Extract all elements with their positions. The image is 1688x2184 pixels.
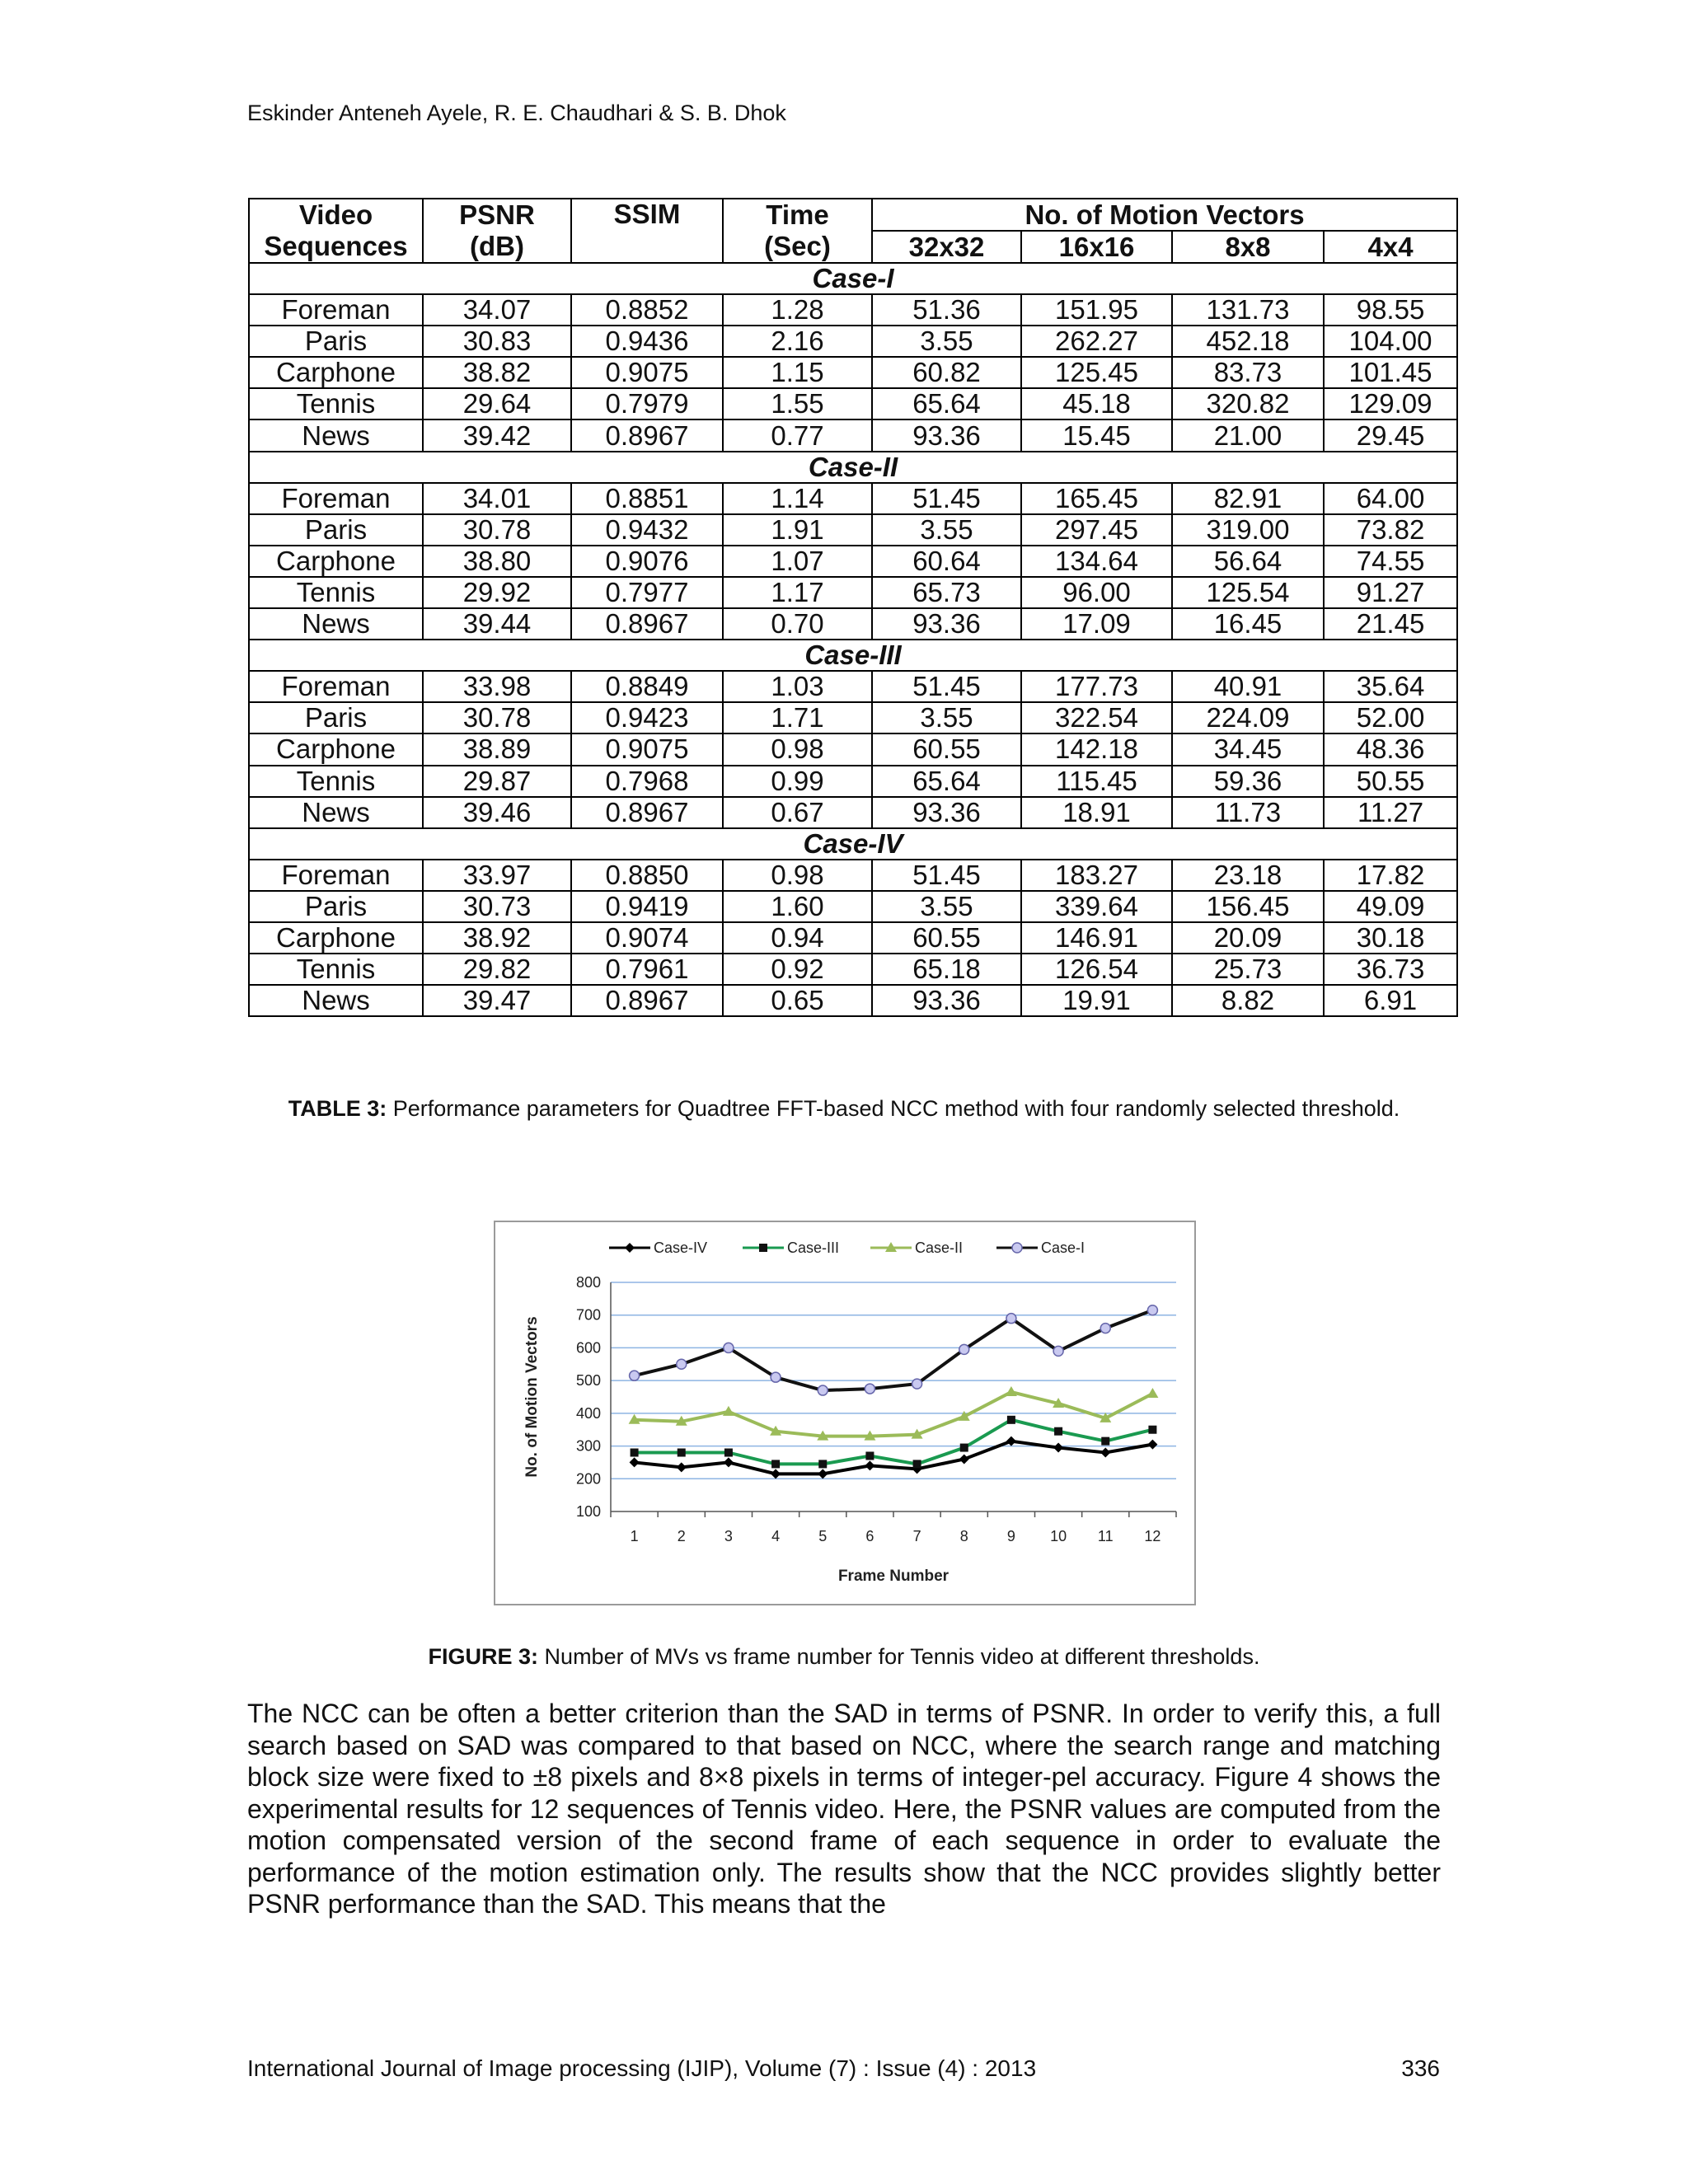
- y-tick-label: 200: [575, 1470, 601, 1488]
- x-tick-label: 2: [677, 1528, 686, 1544]
- value-cell: 30.78: [423, 514, 571, 546]
- value-cell: 104.00: [1324, 326, 1457, 357]
- table-row: [249, 326, 1457, 357]
- data-point: [771, 1372, 781, 1382]
- sequence-name-cell: Paris: [249, 702, 423, 733]
- value-cell: 0.65: [723, 985, 872, 1016]
- data-point: [865, 1451, 874, 1460]
- case-label: Case-I: [249, 263, 1457, 294]
- figure-3-chart: [494, 1221, 1196, 1605]
- value-cell: 21.00: [1172, 419, 1324, 451]
- value-cell: 101.45: [1324, 357, 1457, 388]
- value-cell: 0.9432: [571, 514, 723, 546]
- header-16x16: 16x16: [1021, 231, 1172, 263]
- value-cell: 60.64: [872, 546, 1021, 577]
- table-row: [249, 483, 1457, 514]
- value-cell: 18.91: [1021, 797, 1172, 828]
- legend-label: Case-I: [1041, 1240, 1085, 1256]
- x-tick-label: 5: [818, 1528, 828, 1544]
- legend-label: Case-II: [915, 1240, 964, 1256]
- legend-label: Case-III: [787, 1240, 840, 1256]
- value-cell: 3.55: [872, 514, 1021, 546]
- data-point: [1053, 1443, 1063, 1453]
- value-cell: 51.36: [872, 294, 1021, 326]
- value-cell: 297.45: [1021, 514, 1172, 546]
- figure-caption: [247, 1642, 1441, 1671]
- sequence-name-cell: Tennis: [249, 766, 423, 797]
- value-cell: 0.9075: [571, 733, 723, 765]
- value-cell: 126.54: [1021, 954, 1172, 985]
- value-cell: 93.36: [872, 419, 1021, 451]
- value-cell: 11.73: [1172, 797, 1324, 828]
- value-cell: 65.18: [872, 954, 1021, 985]
- legend-marker: [625, 1243, 635, 1253]
- value-cell: 1.28: [723, 294, 872, 326]
- value-cell: 452.18: [1172, 326, 1324, 357]
- figure-caption-label: FIGURE 3:: [428, 1644, 539, 1669]
- table-row: [249, 954, 1457, 985]
- value-cell: 30.73: [423, 891, 571, 922]
- value-cell: 0.7968: [571, 766, 723, 797]
- value-cell: 0.9076: [571, 546, 723, 577]
- x-tick-label: 3: [724, 1528, 733, 1544]
- value-cell: 29.92: [423, 577, 571, 608]
- value-cell: 0.98: [723, 733, 872, 765]
- sequence-name-cell: Carphone: [249, 733, 423, 765]
- x-tick-label: 6: [865, 1528, 874, 1544]
- value-cell: 165.45: [1021, 483, 1172, 514]
- sequence-name-cell: Paris: [249, 326, 423, 357]
- value-cell: 0.8967: [571, 419, 723, 451]
- data-point: [1100, 1324, 1110, 1333]
- value-cell: 262.27: [1021, 326, 1172, 357]
- header-8x8: 8x8: [1172, 231, 1324, 263]
- table-row: [249, 797, 1457, 828]
- value-cell: 48.36: [1324, 733, 1457, 765]
- data-point: [1100, 1448, 1110, 1458]
- table-caption-label: TABLE 3:: [288, 1096, 387, 1121]
- sequence-name-cell: Carphone: [249, 357, 423, 388]
- value-cell: 0.7979: [571, 388, 723, 419]
- table-caption-text: Performance parameters for Quadtree FFT-based NCC method with four randomly selected threshold.: [387, 1096, 1400, 1121]
- case-row: [249, 828, 1457, 860]
- value-cell: 320.82: [1172, 388, 1324, 419]
- value-cell: 34.01: [423, 483, 571, 514]
- value-cell: 3.55: [872, 891, 1021, 922]
- table-row: [249, 546, 1457, 577]
- value-cell: 34.45: [1172, 733, 1324, 765]
- value-cell: 60.55: [872, 733, 1021, 765]
- value-cell: 0.98: [723, 860, 872, 891]
- value-cell: 0.9075: [571, 357, 723, 388]
- value-cell: 23.18: [1172, 860, 1324, 891]
- y-tick-label: 800: [575, 1274, 601, 1291]
- case-label: Case-II: [249, 452, 1457, 483]
- value-cell: 1.03: [723, 671, 872, 702]
- x-axis-title: Frame Number: [837, 1568, 950, 1585]
- value-cell: 3.55: [872, 702, 1021, 733]
- value-cell: 91.27: [1324, 577, 1457, 608]
- value-cell: 11.27: [1324, 797, 1457, 828]
- value-cell: 74.55: [1324, 546, 1457, 577]
- value-cell: 93.36: [872, 985, 1021, 1016]
- value-cell: 1.91: [723, 514, 872, 546]
- value-cell: 224.09: [1172, 702, 1324, 733]
- value-cell: 21.45: [1324, 608, 1457, 640]
- header-motion-vectors: No. of Motion Vectors: [872, 199, 1457, 231]
- value-cell: 0.8967: [571, 608, 723, 640]
- page-number: 336: [1401, 2055, 1440, 2081]
- value-cell: 0.9436: [571, 326, 723, 357]
- value-cell: 0.8849: [571, 671, 723, 702]
- table-caption: [247, 1094, 1441, 1123]
- value-cell: 8.82: [1172, 985, 1324, 1016]
- legend-label: Case-IV: [654, 1240, 708, 1256]
- value-cell: 0.8967: [571, 985, 723, 1016]
- x-tick-label: 8: [959, 1528, 968, 1544]
- y-axis-title: No. of Motion Vectors: [523, 1316, 541, 1478]
- value-cell: 65.64: [872, 388, 1021, 419]
- body-paragraph: The NCC can be often a better criterion than the SAD in terms of PSNR. In order to verify this, a full search based on SAD was compared to that based on NCC, where the search range and matching block size were fixed to ±8 pixels and 8×8 pixels in terms of integer-pel accuracy. Figure 4 shows the experimental results for 12 sequences of Tennis video. Here, the PSNR values are computed from the motion compensated version of the second frame of each sequence in order to evaluate the performance of the motion estimation only. The results show that the NCC provides slightly better PSNR performance than the SAD. This means that the: [247, 1699, 1441, 1919]
- value-cell: 39.46: [423, 797, 571, 828]
- data-point: [677, 1462, 687, 1472]
- sequence-name-cell: Carphone: [249, 922, 423, 954]
- case-label: Case-IV: [249, 828, 1457, 860]
- data-point: [959, 1454, 969, 1464]
- data-point: [678, 1449, 686, 1457]
- value-cell: 29.87: [423, 766, 571, 797]
- legend-marker: [1012, 1243, 1022, 1253]
- data-point: [1054, 1427, 1062, 1436]
- value-cell: 322.54: [1021, 702, 1172, 733]
- sequence-name-cell: News: [249, 797, 423, 828]
- case-label: Case-III: [249, 640, 1457, 671]
- performance-table: [248, 198, 1458, 1017]
- value-cell: 1.55: [723, 388, 872, 419]
- value-cell: 51.45: [872, 671, 1021, 702]
- value-cell: 73.82: [1324, 514, 1457, 546]
- data-point: [818, 1460, 827, 1468]
- value-cell: 98.55: [1324, 294, 1457, 326]
- data-point: [818, 1385, 828, 1395]
- header-video-sequences: Video Sequences: [249, 199, 423, 263]
- value-cell: 0.9419: [571, 891, 723, 922]
- x-tick-label: 4: [771, 1528, 781, 1544]
- sequence-name-cell: News: [249, 419, 423, 451]
- table-row: [249, 922, 1457, 954]
- value-cell: 115.45: [1021, 766, 1172, 797]
- data-point: [912, 1379, 922, 1389]
- value-cell: 1.15: [723, 357, 872, 388]
- data-point: [677, 1359, 687, 1369]
- value-cell: 29.82: [423, 954, 571, 985]
- x-tick-label: 1: [630, 1528, 639, 1544]
- value-cell: 177.73: [1021, 671, 1172, 702]
- value-cell: 15.45: [1021, 419, 1172, 451]
- value-cell: 183.27: [1021, 860, 1172, 891]
- data-point: [1053, 1346, 1063, 1356]
- data-point: [1148, 1426, 1156, 1434]
- data-point: [913, 1460, 921, 1468]
- value-cell: 38.92: [423, 922, 571, 954]
- sequence-name-cell: Tennis: [249, 577, 423, 608]
- value-cell: 60.82: [872, 357, 1021, 388]
- table-row: [249, 985, 1457, 1016]
- y-tick-label: 500: [575, 1372, 601, 1390]
- data-point: [724, 1449, 733, 1457]
- table-row: [249, 419, 1457, 451]
- table-body: [249, 263, 1457, 1016]
- value-cell: 39.44: [423, 608, 571, 640]
- data-point: [630, 1457, 640, 1467]
- value-cell: 0.7977: [571, 577, 723, 608]
- data-point: [631, 1449, 639, 1457]
- footer-journal: International Journal of Image processing (IJIP), Volume (7) : Issue (4) : 2013: [247, 2055, 1037, 2081]
- value-cell: 131.73: [1172, 294, 1324, 326]
- data-point: [959, 1344, 969, 1354]
- value-cell: 39.42: [423, 419, 571, 451]
- value-cell: 39.47: [423, 985, 571, 1016]
- running-header: Eskinder Anteneh Ayele, R. E. Chaudhari & S. B. Dhok: [247, 101, 786, 125]
- x-tick-label: 7: [912, 1528, 921, 1544]
- data-point: [865, 1384, 874, 1394]
- data-point: [1147, 1305, 1157, 1315]
- x-tick-label: 9: [1006, 1528, 1015, 1544]
- table-row: [249, 357, 1457, 388]
- value-cell: 129.09: [1324, 388, 1457, 419]
- value-cell: 34.07: [423, 294, 571, 326]
- sequence-name-cell: Paris: [249, 891, 423, 922]
- data-point: [1006, 1314, 1016, 1324]
- data-point: [1147, 1440, 1157, 1450]
- value-cell: 38.89: [423, 733, 571, 765]
- value-cell: 3.55: [872, 326, 1021, 357]
- value-cell: 35.64: [1324, 671, 1457, 702]
- data-point: [1007, 1416, 1015, 1424]
- value-cell: 125.45: [1021, 357, 1172, 388]
- data-point: [1101, 1437, 1109, 1446]
- value-cell: 0.77: [723, 419, 872, 451]
- data-point: [724, 1343, 734, 1352]
- sequence-name-cell: Foreman: [249, 294, 423, 326]
- sequence-name-cell: News: [249, 985, 423, 1016]
- value-cell: 38.82: [423, 357, 571, 388]
- header-32x32: 32x32: [872, 231, 1021, 263]
- value-cell: 0.9423: [571, 702, 723, 733]
- sequence-name-cell: Carphone: [249, 546, 423, 577]
- table-row: [249, 733, 1457, 765]
- value-cell: 0.8850: [571, 860, 723, 891]
- value-cell: 29.45: [1324, 419, 1457, 451]
- value-cell: 93.36: [872, 797, 1021, 828]
- series-line-case-ii: [635, 1392, 1153, 1436]
- value-cell: 146.91: [1021, 922, 1172, 954]
- legend-marker: [759, 1244, 767, 1252]
- value-cell: 93.36: [872, 608, 1021, 640]
- table-row: [249, 860, 1457, 891]
- x-tick-label: 11: [1097, 1528, 1114, 1544]
- value-cell: 30.83: [423, 326, 571, 357]
- value-cell: 0.8851: [571, 483, 723, 514]
- value-cell: 83.73: [1172, 357, 1324, 388]
- value-cell: 319.00: [1172, 514, 1324, 546]
- data-point: [865, 1460, 874, 1470]
- value-cell: 0.94: [723, 922, 872, 954]
- table-row: [249, 294, 1457, 326]
- value-cell: 51.45: [872, 483, 1021, 514]
- value-cell: 2.16: [723, 326, 872, 357]
- sequence-name-cell: Foreman: [249, 671, 423, 702]
- value-cell: 0.70: [723, 608, 872, 640]
- table-row: [249, 577, 1457, 608]
- value-cell: 33.98: [423, 671, 571, 702]
- series-line-case-iii: [635, 1420, 1153, 1465]
- value-cell: 96.00: [1021, 577, 1172, 608]
- sequence-name-cell: News: [249, 608, 423, 640]
- value-cell: 6.91: [1324, 985, 1457, 1016]
- value-cell: 36.73: [1324, 954, 1457, 985]
- case-row: [249, 452, 1457, 483]
- x-tick-label: 12: [1144, 1528, 1161, 1544]
- value-cell: 17.82: [1324, 860, 1457, 891]
- data-point: [771, 1460, 780, 1468]
- value-cell: 49.09: [1324, 891, 1457, 922]
- series-line-case-i: [635, 1310, 1153, 1390]
- value-cell: 0.7961: [571, 954, 723, 985]
- table-row: [249, 608, 1457, 640]
- y-tick-label: 300: [575, 1437, 601, 1455]
- header-ssim: SSIM: [571, 199, 723, 263]
- table-row: [249, 702, 1457, 733]
- sequence-name-cell: Foreman: [249, 483, 423, 514]
- sequence-name-cell: Foreman: [249, 860, 423, 891]
- value-cell: 0.67: [723, 797, 872, 828]
- data-point: [630, 1371, 640, 1380]
- data-point: [1006, 1436, 1016, 1446]
- value-cell: 1.71: [723, 702, 872, 733]
- x-tick-label: 10: [1050, 1528, 1067, 1544]
- value-cell: 0.8852: [571, 294, 723, 326]
- data-point: [771, 1469, 781, 1479]
- value-cell: 20.09: [1172, 922, 1324, 954]
- value-cell: 0.92: [723, 954, 872, 985]
- table-row: [249, 891, 1457, 922]
- figure-caption-text: Number of MVs vs frame number for Tennis video at different thresholds.: [538, 1644, 1260, 1669]
- sequence-name-cell: Paris: [249, 514, 423, 546]
- value-cell: 33.97: [423, 860, 571, 891]
- y-tick-label: 700: [575, 1306, 601, 1324]
- data-point: [1006, 1386, 1017, 1396]
- value-cell: 0.8967: [571, 797, 723, 828]
- value-cell: 30.78: [423, 702, 571, 733]
- value-cell: 65.73: [872, 577, 1021, 608]
- value-cell: 0.99: [723, 766, 872, 797]
- value-cell: 19.91: [1021, 985, 1172, 1016]
- value-cell: 25.73: [1172, 954, 1324, 985]
- data-point: [724, 1457, 734, 1467]
- mv-line-chart: [495, 1222, 1198, 1607]
- value-cell: 50.55: [1324, 766, 1457, 797]
- value-cell: 52.00: [1324, 702, 1457, 733]
- table-row: [249, 671, 1457, 702]
- value-cell: 142.18: [1021, 733, 1172, 765]
- value-cell: 0.9074: [571, 922, 723, 954]
- y-tick-label: 400: [575, 1404, 601, 1422]
- value-cell: 156.45: [1172, 891, 1324, 922]
- header-4x4: 4x4: [1324, 231, 1457, 263]
- header-psnr: PSNR (dB): [423, 199, 571, 263]
- y-tick-label: 600: [575, 1339, 601, 1357]
- sequence-name-cell: Tennis: [249, 954, 423, 985]
- data-point: [818, 1469, 828, 1479]
- table-row: [249, 388, 1457, 419]
- value-cell: 30.18: [1324, 922, 1457, 954]
- value-cell: 1.07: [723, 546, 872, 577]
- value-cell: 134.64: [1021, 546, 1172, 577]
- value-cell: 1.60: [723, 891, 872, 922]
- value-cell: 151.95: [1021, 294, 1172, 326]
- value-cell: 60.55: [872, 922, 1021, 954]
- value-cell: 16.45: [1172, 608, 1324, 640]
- value-cell: 40.91: [1172, 671, 1324, 702]
- value-cell: 38.80: [423, 546, 571, 577]
- value-cell: 59.36: [1172, 766, 1324, 797]
- data-point: [960, 1444, 968, 1452]
- value-cell: 1.17: [723, 577, 872, 608]
- table-row: [249, 766, 1457, 797]
- value-cell: 51.45: [872, 860, 1021, 891]
- value-cell: 339.64: [1021, 891, 1172, 922]
- value-cell: 17.09: [1021, 608, 1172, 640]
- value-cell: 29.64: [423, 388, 571, 419]
- value-cell: 65.64: [872, 766, 1021, 797]
- value-cell: 1.14: [723, 483, 872, 514]
- sequence-name-cell: Tennis: [249, 388, 423, 419]
- value-cell: 64.00: [1324, 483, 1457, 514]
- y-tick-label: 100: [575, 1503, 601, 1520]
- table-row: [249, 514, 1457, 546]
- case-row: [249, 640, 1457, 671]
- value-cell: 45.18: [1021, 388, 1172, 419]
- value-cell: 56.64: [1172, 546, 1324, 577]
- value-cell: 82.91: [1172, 483, 1324, 514]
- data-point: [1146, 1388, 1158, 1398]
- header-time: Time (Sec): [723, 199, 872, 263]
- value-cell: 125.54: [1172, 577, 1324, 608]
- case-row: [249, 263, 1457, 294]
